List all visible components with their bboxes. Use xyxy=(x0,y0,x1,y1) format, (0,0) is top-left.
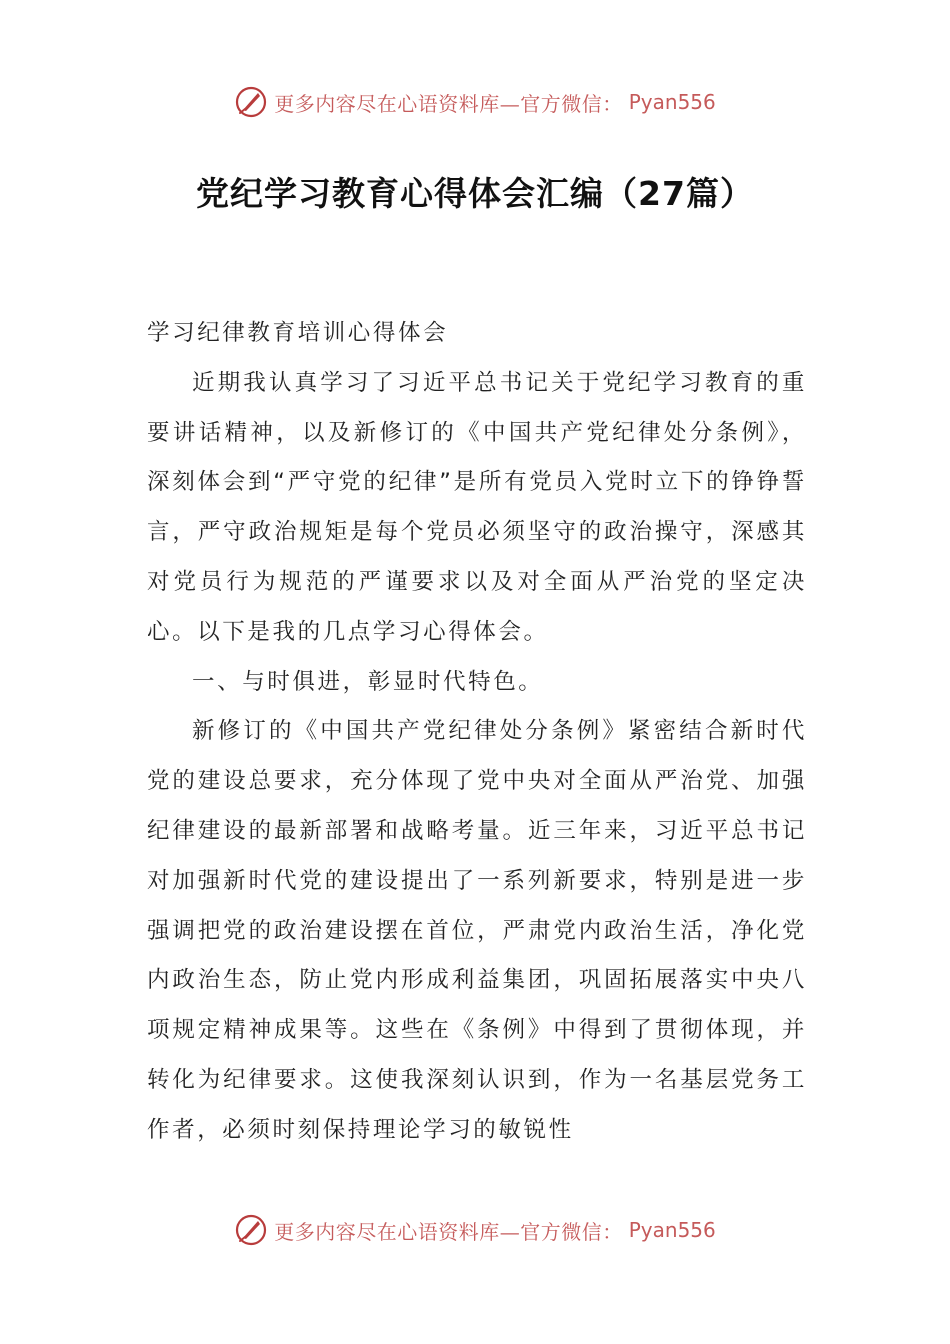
document-title: 党纪学习教育心得体会汇编（27篇） xyxy=(196,174,754,213)
paragraph-heading-1: 一、与时俱进，彰显时代特色。 xyxy=(192,668,544,695)
watermark-footer xyxy=(0,1210,950,1250)
watermark-wechat-id: Pyan556 xyxy=(628,1218,716,1242)
document-body xyxy=(147,309,807,1156)
section-title: 学习纪律教育培训心得体会 xyxy=(147,320,449,346)
paragraph-intro: 近期我认真学习了习近平总书记关于党纪学习教育的重要讲话精神，以及新修订的《中国共产党纪律处分条例》，深刻体会到“严守党的纪律”是所有党员入党时立下的铮铮誓言，严守政治规矩是每个党员必须坚守的政治操守，深感其对党员行为规范的严谨要求以及对全面从严治党的坚定决心。以下是我的几点学习心得体会。 xyxy=(147,369,807,645)
quill-logo-icon xyxy=(234,1213,268,1247)
quill-logo-icon xyxy=(234,85,268,119)
watermark-header xyxy=(0,82,950,122)
watermark-text: 更多内容尽在心语资料库—官方微信： xyxy=(274,1219,623,1244)
paragraph-body-1: 新修订的《中国共产党纪律处分条例》紧密结合新时代党的建设总要求，充分体现了党中央对全面从严治党、加强纪律建设的最新部署和战略考量。近三年来，习近平总书记对加强新时代党的建设提出了一系列新要求，特别是进一步强调把党的政治建设摆在首位，严肃党内政治生活，净化党内政治生态，防止党内形成利益集团，巩固拓展落实中央八项规定精神成果等。这些在《条例》中得到了贯彻体现，并转化为纪律要求。这使我深刻认识到，作为一名基层党务工作者，必须时刻保持理论学习的敏锐性 xyxy=(147,718,807,1143)
watermark-wechat-id: Pyan556 xyxy=(628,90,716,114)
watermark-text: 更多内容尽在心语资料库—官方微信： xyxy=(274,91,623,116)
